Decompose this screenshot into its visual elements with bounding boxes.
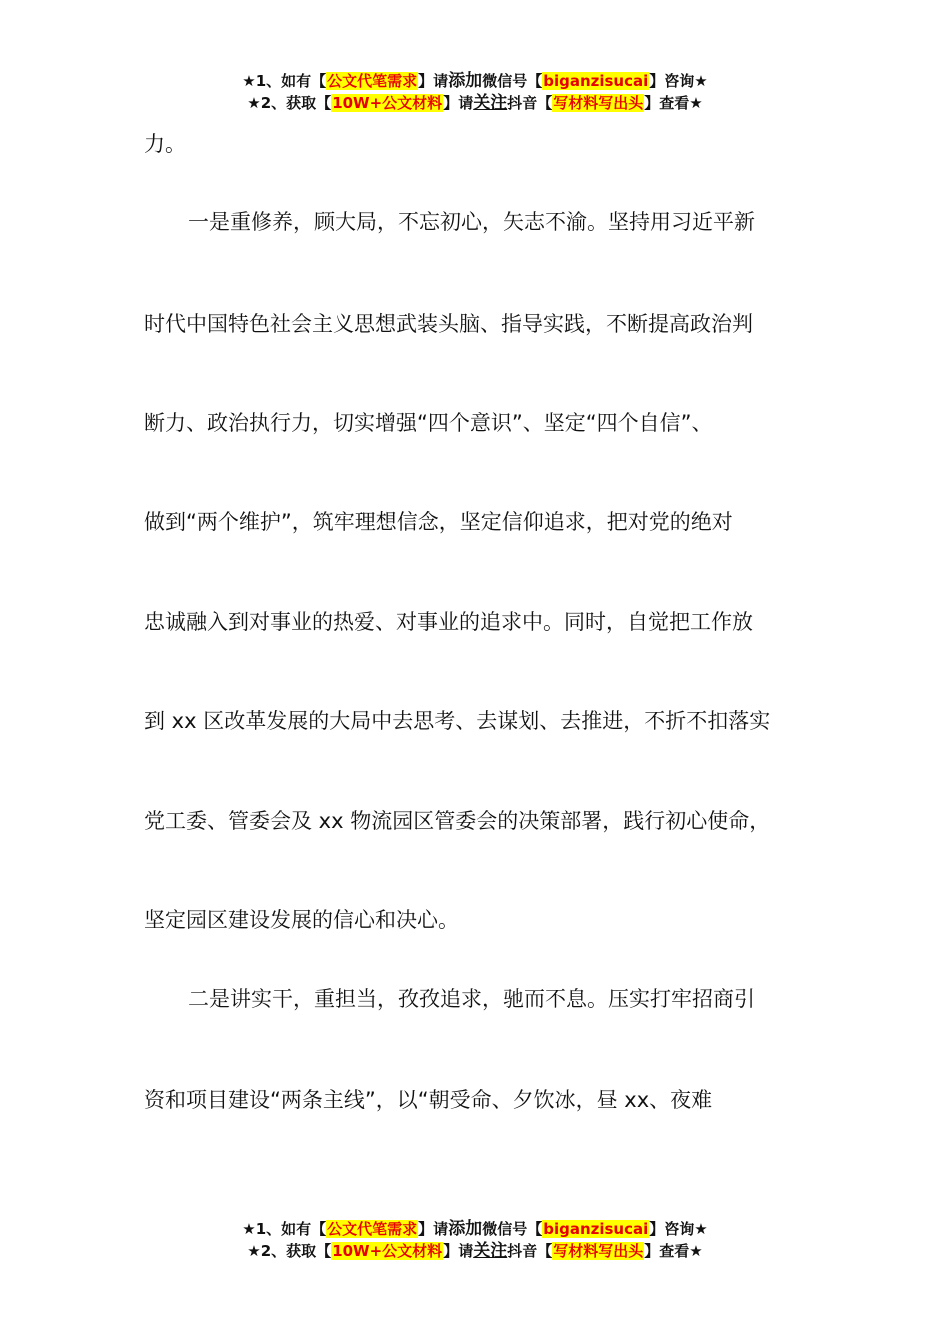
banner-line-2 (0, 1240, 950, 1262)
body-line: 忠诚融入到对事业的热爱、对事业的追求中。同时，自觉把工作放 (144, 610, 753, 634)
banner-emphasis: 关注 (473, 93, 508, 113)
banner-text: 】请 (418, 1220, 449, 1238)
banner-highlight: 公文代笔需求 (327, 72, 418, 90)
body-line: 资和项目建设“两条主线”，以“朝受命、夕饮冰，昼 xx、夜难 (144, 1088, 713, 1112)
body-line: 党工委、管委会及 xx 物流园区管委会的决策部署，践行初心使命， (144, 809, 771, 833)
banner-text: ★1、如有【 (242, 72, 327, 90)
banner-emphasis: 添加 (448, 1219, 483, 1239)
footer-banner (0, 1218, 950, 1262)
banner-line-1 (0, 70, 950, 92)
banner-line-2 (0, 92, 950, 114)
banner-text: 微信号【 (482, 1220, 543, 1238)
banner-text: 】咨询★ (649, 72, 708, 90)
body-line: 坚定园区建设发展的信心和决心。 (144, 908, 459, 932)
banner-highlight: 公文代笔需求 (327, 1220, 418, 1238)
banner-text: 】请 (418, 72, 449, 90)
banner-highlight: 写材料写出头 (553, 1242, 644, 1260)
body-line: 断力、政治执行力，切实增强“四个意识”、坚定“四个自信”、 (144, 411, 713, 435)
banner-highlight: biganzisucai (543, 1220, 649, 1238)
banner-emphasis: 添加 (448, 71, 483, 91)
banner-emphasis: 关注 (473, 1241, 508, 1261)
banner-text: 微信号【 (482, 72, 543, 90)
banner-text: 抖音【 (507, 1242, 553, 1260)
banner-text: 】查看★ (644, 1242, 703, 1260)
banner-text: 抖音【 (507, 94, 553, 112)
header-banner (0, 70, 950, 114)
body-line: 时代中国特色社会主义思想武装头脑、指导实践，不断提高政治判 (144, 312, 753, 336)
body-line: 做到“两个维护”，筑牢理想信念，坚定信仰追求，把对党的绝对 (144, 510, 733, 534)
banner-line-1 (0, 1218, 950, 1240)
banner-highlight: 10W+公文材料 (332, 94, 443, 112)
banner-text: ★2、获取【 (247, 1242, 332, 1260)
banner-text: 】咨询★ (649, 1220, 708, 1238)
banner-text: ★1、如有【 (242, 1220, 327, 1238)
banner-text: 】请 (443, 1242, 474, 1260)
banner-highlight: biganzisucai (543, 72, 649, 90)
body-line: 二是讲实干，重担当，孜孜追求，驰而不息。压实打牢招商引 (188, 987, 755, 1011)
banner-text: 】查看★ (644, 94, 703, 112)
banner-highlight: 写材料写出头 (553, 94, 644, 112)
banner-highlight: 10W+公文材料 (332, 1242, 443, 1260)
banner-text: 】请 (443, 94, 474, 112)
body-line: 到 xx 区改革发展的大局中去思考、去谋划、去推进，不折不扣落实 (144, 709, 771, 733)
banner-text: ★2、获取【 (247, 94, 332, 112)
body-line: 一是重修养，顾大局，不忘初心，矢志不渝。坚持用习近平新 (188, 210, 755, 234)
body-line: 力。 (144, 132, 186, 156)
